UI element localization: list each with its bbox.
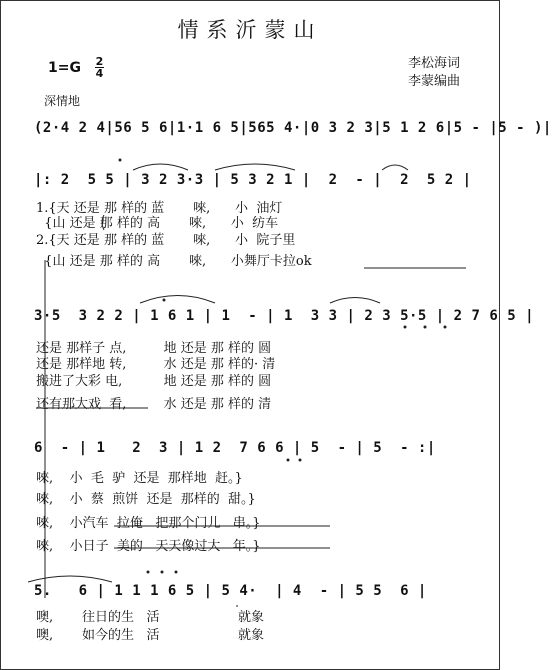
lyric-line: 唻, 小日子 美的 天天像过大 年。} <box>36 539 261 554</box>
lyric-line: 噢, 如今的生 活 就象 <box>36 628 264 643</box>
notation-row-4: 6 - | 1 2 3 | 1 2 7 6 6 | 5 - | 5 - :| <box>34 440 436 456</box>
lyric-line: 唻, 小 蔡 煎饼 还是 那样的 甜。} <box>36 492 256 507</box>
lyric-line: 1.{天 还是 那 样的 蓝 唻, 小 油灯 <box>36 201 283 216</box>
lyric-line: 唻, 小 毛 驴 还是 那样地 赶。} <box>36 471 243 486</box>
lyric-line: 还是 那样子 点, 地 还是 那 样的 圆 <box>36 341 272 356</box>
time-signature-bottom: 4 <box>95 67 104 80</box>
notation-row-5: 5. 6 | 1 1 1 6 5 | 5 4· | 4 - | 5 5 6 | <box>34 583 427 599</box>
notation-row-2: |: 2 5 5 | 3 2 3·3 | 5 3 2 1 | 2 - | 2 5 2 | <box>34 172 472 188</box>
lyricist-credit: 李松海词 <box>407 56 460 71</box>
tempo-marking: 深情地 <box>44 94 81 108</box>
lyric-line: 噢, 往日的生 活 就象 <box>36 610 264 625</box>
song-title: 情系沂蒙山 <box>177 18 323 42</box>
notation-row-1: (2·4 2 4|56 5 6|1·1 6 5|565 4·|0 3 2 3|5 1 2 6|5 - |5 - )| <box>34 120 552 136</box>
lyric-line: {山 还是 那 样的 高 唻, 小舞厅卡拉ok <box>36 254 312 269</box>
time-signature-top: 2 <box>95 55 104 68</box>
key-signature: 1=G <box>48 60 81 76</box>
lyric-line: 2.{天 还是 那 样的 蓝 唻, 小 院子里 <box>36 233 296 248</box>
composer-credit: 李蒙编曲 <box>407 74 460 89</box>
notation-row-3: 3·5 3 2 2 | 1 6 1 | 1 - | 1 3 3 | 2 3 5·5 | 2 7 6 5 | <box>34 308 535 324</box>
lyric-line: 还有那大戏 看, 水 还是 那 样的 清 <box>36 397 272 412</box>
lyric-line: 还是 那样地 转, 水 还是 那 样的· 清 <box>36 357 276 372</box>
lyric-line: 唻, 小汽车 拉俺 把那个门儿 串。} <box>36 516 261 531</box>
lyric-line: {山 还是 那 样的 高 唻, 小 纺车 <box>36 216 279 231</box>
lyric-line: 搬进了大彩 电, 地 还是 那 样的 圆 <box>36 374 272 389</box>
